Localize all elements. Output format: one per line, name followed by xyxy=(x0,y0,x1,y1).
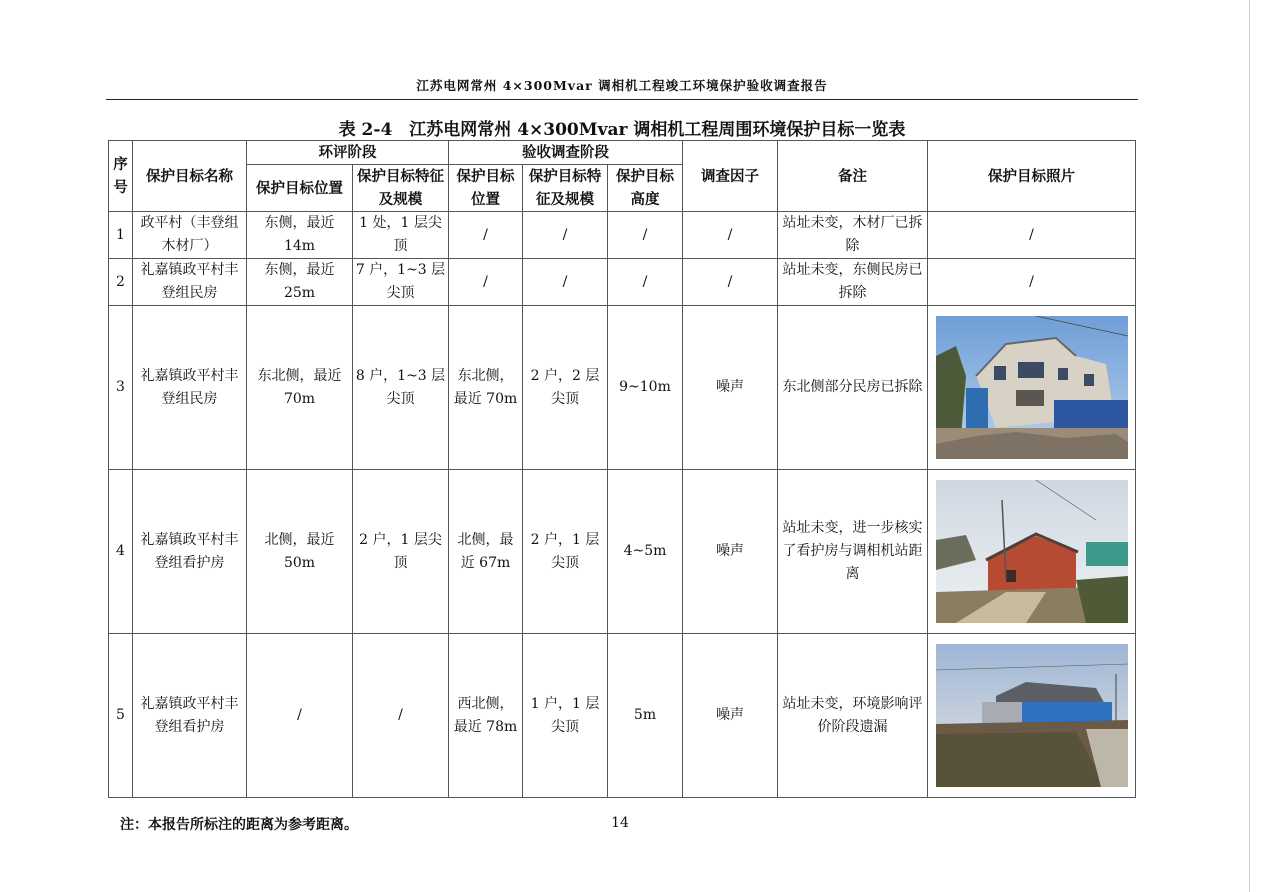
header-row-1 xyxy=(109,141,1136,165)
cell-remark: 站址未变，东侧民房已拆除 xyxy=(778,259,928,306)
cell-seq: 3 xyxy=(109,306,133,470)
col-eia-position-header: 保护目标位置 xyxy=(247,165,353,212)
cell-seq: 2 xyxy=(109,259,133,306)
cell-name: 礼嘉镇政平村丰登组民房 xyxy=(133,306,247,470)
table-row xyxy=(109,470,1136,634)
cell-factor: 噪声 xyxy=(683,634,778,798)
protection-targets-table xyxy=(108,140,1136,798)
cell-acc-position: 东北侧，最近 70m xyxy=(449,306,523,470)
cell-acc-scale: / xyxy=(523,212,608,259)
cell-name: 礼嘉镇政平村丰登组看护房 xyxy=(133,634,247,798)
cell-remark: 站址未变，木材厂已拆除 xyxy=(778,212,928,259)
cell-acc-height: 9~10m xyxy=(608,306,683,470)
photo-residence-northeast xyxy=(936,316,1128,459)
cell-eia-position: 东侧，最近14m xyxy=(247,212,353,259)
cell-acc-position: / xyxy=(449,259,523,306)
cell-acc-scale: 2 户，1 层尖顶 xyxy=(523,470,608,634)
cell-name: 礼嘉镇政平村丰登组看护房 xyxy=(133,470,247,634)
cell-acc-height: / xyxy=(608,259,683,306)
cell-photo xyxy=(928,306,1136,470)
table-row xyxy=(109,634,1136,798)
cell-remark: 站址未变，进一步核实了看护房与调相机站距离 xyxy=(778,470,928,634)
col-acc-position-header: 保护目标位置 xyxy=(449,165,523,212)
cell-eia-position: 东侧，最近25m xyxy=(247,259,353,306)
cell-photo xyxy=(928,634,1136,798)
cell-eia-scale: / xyxy=(353,634,449,798)
cell-acc-height: 4~5m xyxy=(608,470,683,634)
page-number: 14 xyxy=(611,815,629,831)
col-eia-scale-header: 保护目标特征及规模 xyxy=(353,165,449,212)
cell-eia-scale: 1 处，1 层尖顶 xyxy=(353,212,449,259)
col-acc-scale-header: 保护目标特征及规模 xyxy=(523,165,608,212)
col-acceptance-stage-header: 验收调查阶段 xyxy=(449,141,683,165)
table-row xyxy=(109,212,1136,259)
cell-remark: 站址未变，环境影响评价阶段遗漏 xyxy=(778,634,928,798)
cell-photo: / xyxy=(928,259,1136,306)
cell-eia-scale: 2 户，1 层尖顶 xyxy=(353,470,449,634)
cell-acc-position: 北侧，最近 67m xyxy=(449,470,523,634)
cell-eia-scale: 7 户，1~3 层尖顶 xyxy=(353,259,449,306)
running-header: 江苏电网常州 4×300Mvar 调相机工程竣工环境保护验收调查报告 xyxy=(416,78,828,93)
cell-name: 政平村（丰登组木材厂） xyxy=(133,212,247,259)
cell-acc-scale: 2 户，2 层尖顶 xyxy=(523,306,608,470)
cell-acc-height: 5m xyxy=(608,634,683,798)
cell-acc-scale: 1 户，1 层尖顶 xyxy=(523,634,608,798)
col-seq-header: 序号 xyxy=(109,141,133,212)
col-factor-header: 调查因子 xyxy=(683,141,778,212)
table-row xyxy=(109,306,1136,470)
cell-eia-position: / xyxy=(247,634,353,798)
cell-seq: 4 xyxy=(109,470,133,634)
cell-eia-position: 北侧，最近 50m xyxy=(247,470,353,634)
cell-seq: 5 xyxy=(109,634,133,798)
cell-eia-position: 东北侧，最近 70m xyxy=(247,306,353,470)
cell-photo xyxy=(928,470,1136,634)
col-remark-header: 备注 xyxy=(778,141,928,212)
photo-guard-house-north xyxy=(936,480,1128,623)
cell-factor: / xyxy=(683,212,778,259)
page-edge-rule xyxy=(1249,0,1250,892)
col-photo-header: 保护目标照片 xyxy=(928,141,1136,212)
cell-name: 礼嘉镇政平村丰登组民房 xyxy=(133,259,247,306)
cell-acc-scale: / xyxy=(523,259,608,306)
cell-acc-height: / xyxy=(608,212,683,259)
cell-eia-scale: 8 户，1~3 层尖顶 xyxy=(353,306,449,470)
header-rule xyxy=(106,99,1138,100)
col-eia-stage-header: 环评阶段 xyxy=(247,141,449,165)
photo-guard-house-northwest xyxy=(936,644,1128,787)
cell-factor: 噪声 xyxy=(683,470,778,634)
col-acc-height-header: 保护目标高度 xyxy=(608,165,683,212)
table-title: 表 2-4 江苏电网常州 4×300Mvar 调相机工程周围环境保护目标一览表 xyxy=(338,120,906,140)
cell-photo: / xyxy=(928,212,1136,259)
cell-acc-position: 西北侧，最近 78m xyxy=(449,634,523,798)
col-name-header: 保护目标名称 xyxy=(133,141,247,212)
cell-factor: 噪声 xyxy=(683,306,778,470)
cell-factor: / xyxy=(683,259,778,306)
cell-acc-position: / xyxy=(449,212,523,259)
table-row xyxy=(109,259,1136,306)
cell-remark: 东北侧部分民房已拆除 xyxy=(778,306,928,470)
cell-seq: 1 xyxy=(109,212,133,259)
table-footnote: 注：本报告所标注的距离为参考距离。 xyxy=(120,817,358,833)
